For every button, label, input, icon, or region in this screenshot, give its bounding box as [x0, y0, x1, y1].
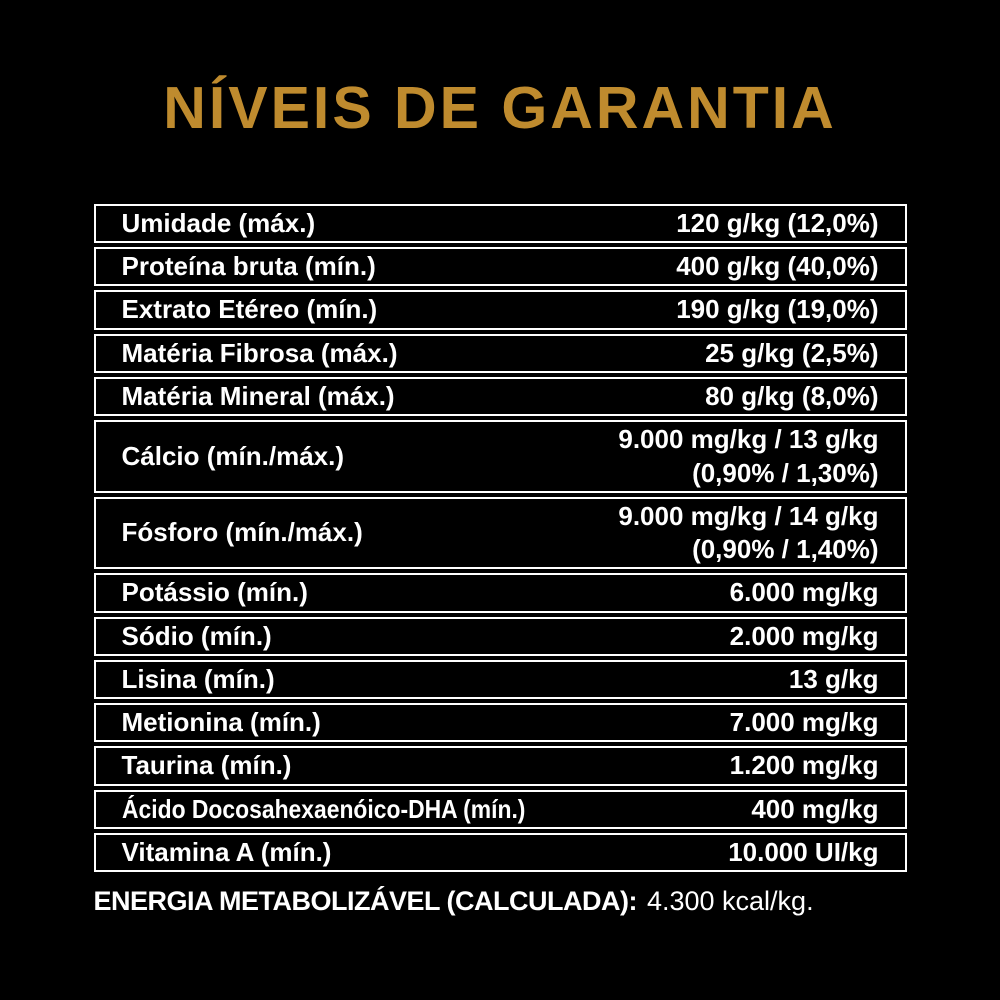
table-row — [94, 660, 907, 699]
row-value-main: 9.000 mg/kg / 13 g/kg — [618, 424, 879, 455]
row-label: Umidade (máx.) — [121, 207, 316, 238]
row-value — [730, 749, 879, 782]
row-value — [618, 423, 878, 490]
table-row — [94, 334, 907, 373]
guarantee-table — [94, 204, 907, 872]
row-value-main: 2.000 mg/kg — [729, 620, 879, 651]
table-row — [94, 573, 907, 612]
table-row — [94, 247, 907, 286]
row-value-secondary: (0,90% / 1,40%) — [692, 534, 879, 565]
table-row — [94, 290, 907, 329]
row-value-main: 1.200 mg/kg — [729, 750, 879, 781]
row-label: Extrato Etéreo (mín.) — [121, 294, 378, 325]
table-row — [94, 204, 907, 243]
row-value — [618, 500, 878, 567]
row-label: Matéria Mineral (máx.) — [121, 381, 395, 411]
row-value-main: 13 g/kg — [788, 663, 879, 694]
row-label: Sódio (mín.) — [121, 620, 272, 651]
row-value-main: 80 g/kg (8,0%) — [705, 381, 879, 411]
row-value — [676, 293, 878, 326]
table-row — [94, 703, 907, 742]
row-value-main: 190 g/kg (19,0%) — [676, 294, 879, 325]
table-row — [94, 377, 907, 416]
row-value-main: 400 mg/kg — [751, 793, 879, 824]
row-label: Ácido Docosahexaenóico-DHA (mín.) — [121, 793, 525, 824]
table-row — [94, 497, 907, 570]
row-label: Matéria Fibrosa (máx.) — [121, 337, 398, 368]
row-label: Cálcio (mín./máx.) — [121, 440, 344, 471]
row-value — [705, 380, 878, 413]
row-value-main: 7.000 mg/kg — [729, 707, 879, 738]
footer-energy-label: ENERGIA METABOLIZÁVEL (CALCULADA): — [93, 886, 637, 917]
row-value — [730, 620, 879, 653]
row-value — [730, 576, 879, 609]
row-value — [676, 250, 878, 283]
row-label: Vitamina A (mín.) — [121, 836, 332, 867]
row-label: Proteína bruta (mín.) — [121, 251, 376, 282]
row-value-main: 6.000 mg/kg — [729, 577, 879, 608]
row-value-main: 400 g/kg (40,0%) — [676, 251, 879, 282]
row-value-main: 10.000 UI/kg — [728, 836, 879, 867]
row-value — [728, 836, 878, 869]
row-value-main: 9.000 mg/kg / 14 g/kg — [618, 500, 879, 531]
row-value — [705, 337, 878, 370]
table-row — [94, 833, 907, 872]
row-label: Fósforo (mín./máx.) — [121, 517, 363, 548]
footer-energy — [94, 886, 907, 917]
table-row — [94, 746, 907, 785]
row-value-secondary: (0,90% / 1,30%) — [692, 457, 879, 488]
table-row — [94, 420, 907, 493]
row-label: Lisina (mín.) — [121, 663, 275, 694]
footer-energy-value: 4.300 kcal/kg. — [646, 886, 814, 917]
table-row — [94, 790, 907, 829]
page-title: NÍVEIS DE GARANTIA — [163, 75, 837, 141]
row-value — [751, 793, 878, 826]
table-row — [94, 617, 907, 656]
row-label: Taurina (mín.) — [121, 750, 292, 781]
row-label: Potássio (mín.) — [121, 577, 308, 608]
row-value — [730, 706, 879, 739]
row-value — [789, 663, 879, 696]
row-value — [676, 207, 878, 240]
row-label: Metionina (mín.) — [121, 707, 321, 738]
row-value-main: 25 g/kg (2,5%) — [705, 337, 879, 368]
row-value-main: 120 g/kg (12,0%) — [676, 207, 879, 238]
